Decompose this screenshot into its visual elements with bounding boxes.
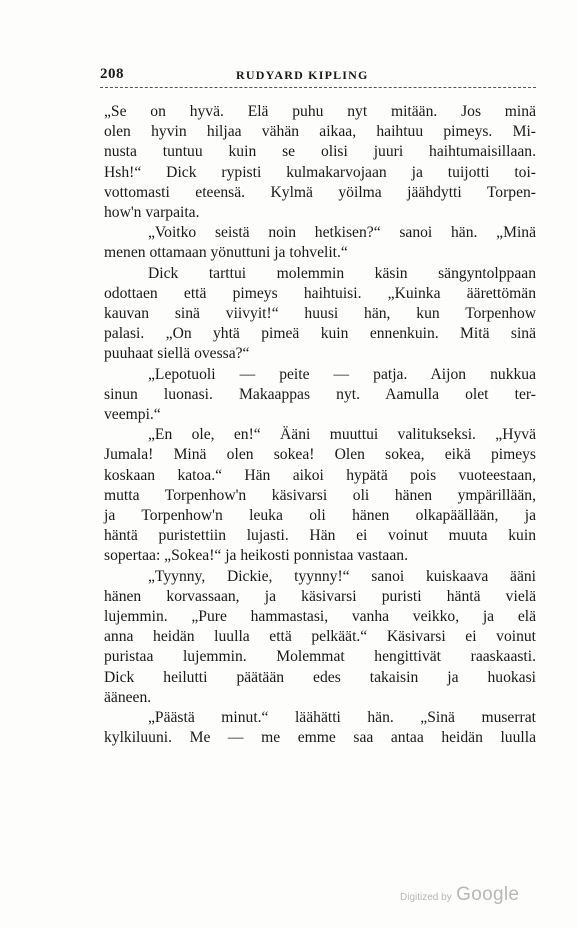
text-line: hänen korvassaan, ja käsivarsi puristi häntä vielä	[104, 587, 536, 605]
text-line: anna heidän luulla että pelkäät.“ Käsivarsi ei voinut	[104, 628, 536, 646]
text-line: odottaen että pimeys haihtuisi. „Kuinka äärettömän	[104, 284, 536, 302]
text-line: „Lepotuoli — peite — patja. Aijon nukkua	[148, 365, 536, 383]
running-title: RUDYARD KIPLING	[236, 68, 369, 82]
text-line: nusta tuntuu kuin se olisi juuri haihtumaisillaan.	[104, 143, 536, 161]
text-line: Hsh!“ Dick rypisti kulmakarvojaan ja tuijotti toi-	[104, 163, 536, 181]
text-line: „Tyynny, Dickie, tyynny!“ sanoi kuiskaava ääni	[148, 567, 536, 585]
text-line: koskaan katoa.“ Hän aikoi hypätä pois vuoteestaan,	[104, 466, 536, 484]
text-line: Dick heilutti päätään edes takaisin ja huokasi	[104, 668, 536, 686]
digitized-watermark	[400, 884, 519, 906]
text-line: ja Torpenhow'n leuka oli hänen olkapäällään, ja	[104, 507, 536, 525]
text-line: „En ole, en!“ Ääni muuttui valitukseksi. „Hyvä	[148, 426, 536, 444]
text-line: lujemmin. „Pure hammastasi, vanha veikko, ja elä	[104, 608, 536, 626]
text-line: häntä puristettiin lujasti. Hän ei voinut muuta kuin	[104, 527, 536, 545]
watermark-prefix: Digitized by	[400, 892, 452, 903]
running-header	[96, 66, 532, 86]
page-number: 208	[100, 66, 124, 82]
text-line: menen ottamaan yönuttuni ja tohvelit.“	[104, 244, 348, 262]
text-line: puuhaat siellä ovessa?“	[104, 345, 250, 363]
text-line: „Voitko seistä noin hetkisen?“ sanoi hän. „Minä	[148, 224, 536, 242]
text-line: olen hyvin hiljaa vähän aikaa, haihtuu pimeys. Mi-	[104, 123, 536, 141]
text-line: palasi. „On yhtä pimeä kuin ennenkuin. Mitä sinä	[104, 325, 536, 343]
google-logo: Google	[456, 884, 520, 905]
text-line: ääneen.	[104, 688, 152, 706]
text-line: mutta Torpenhow'n käsivarsi oli hänen ympärillään,	[104, 486, 536, 504]
text-line: veempi.“	[104, 406, 161, 424]
text-line: puristaa lujemmin. Molemmat hengittivät raaskaasti.	[104, 648, 536, 666]
header-rule	[100, 87, 536, 88]
text-line: Jumala! Minä olen sokea! Olen sokea, eikä pimeys	[104, 446, 536, 464]
text-line: vottomasti eteensä. Kylmä yöilma jäähdytti Torpen-	[104, 183, 536, 201]
text-line: sopertaa: „Sokea!“ ja heikosti ponnistaa vastaan.	[104, 547, 408, 565]
text-line: „Päästä minut.“ läähätti hän. „Sinä muserrat	[148, 709, 536, 727]
text-line: Dick tarttui molemmin käsin sängyntolppaan	[148, 264, 536, 282]
text-line: „Se on hyvä. Elä puhu nyt mitään. Jos minä	[104, 103, 536, 120]
text-line: kylkiluuni. Me — me emme saa antaa heidän luulla	[104, 729, 536, 747]
text-line: sinun luonasi. Makaappas nyt. Aamulla olet ter-	[104, 385, 536, 403]
text-line: how'n varpaita.	[104, 204, 200, 222]
body-text	[104, 102, 536, 749]
text-line: kauvan sinä viivyit!“ huusi hän, kun Torpenhow	[104, 305, 536, 323]
